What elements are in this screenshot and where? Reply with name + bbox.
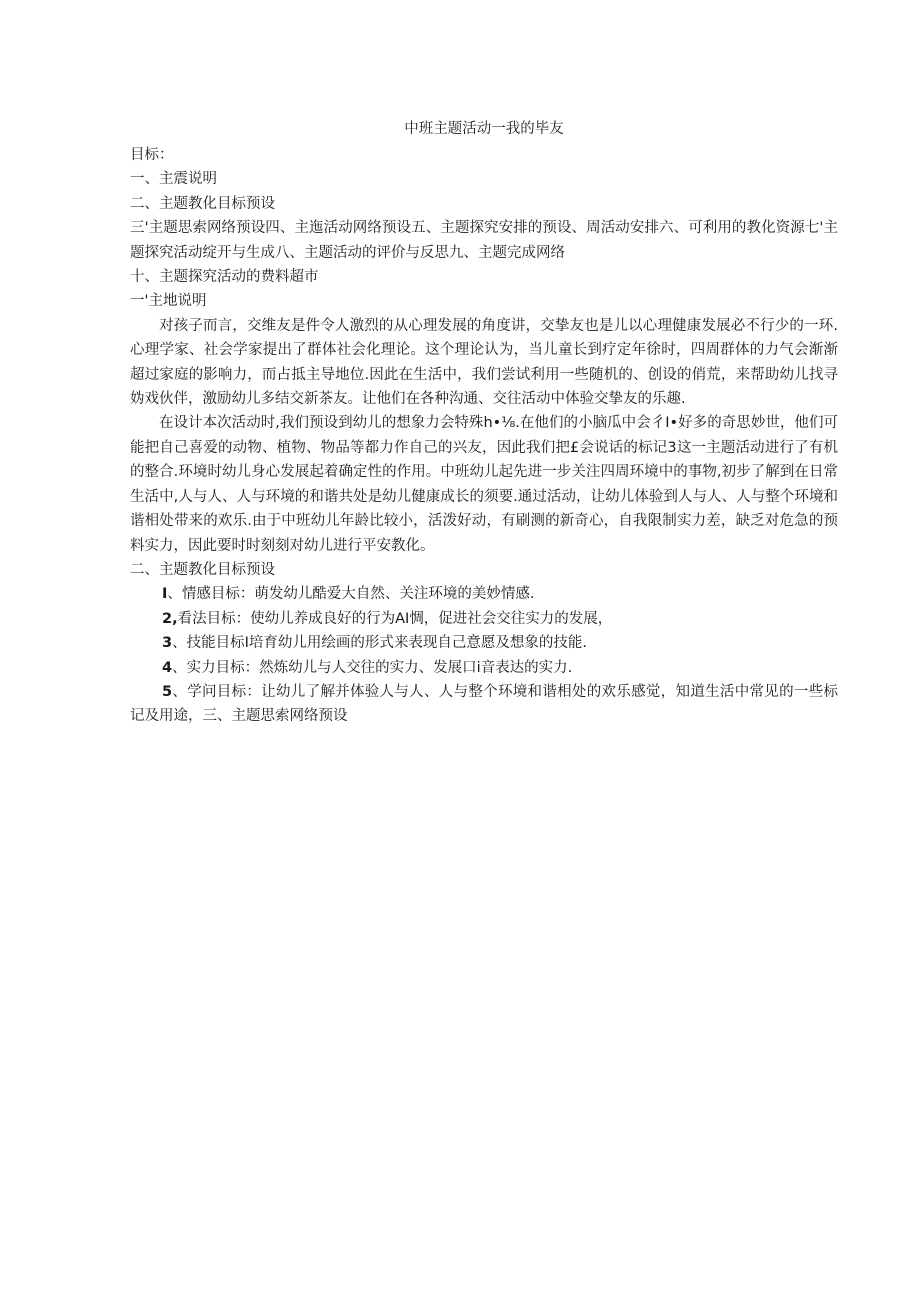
section-two-heading: 二、主题教化目标预设 [130, 561, 275, 578]
document-page [130, 116, 838, 729]
goal-number: I [162, 586, 168, 603]
outline-item-2: 二、主题教化目标预设 [130, 195, 275, 212]
goal-text: 看法目标：使幼儿养成良好的行为AI惆，促进社会交往实力的发展， [177, 610, 613, 627]
goal-item [130, 582, 838, 606]
outline-item-10: 十、主题探究活动的费料超市 [130, 269, 319, 286]
outline-item-goals: 目标： [130, 147, 174, 163]
goal-text: 、实力目标：然炼幼儿与人交往的实力、发展口i音表达的实力. [172, 659, 573, 676]
goal-text: 、学问目标：让幼儿了解并体验人与人、人与整个环境和谐相处的欢乐感觉，知道生活中常见的一些标记及用途，三、主题思索网络预设 [130, 683, 838, 725]
goal-number: 4 [162, 659, 173, 676]
outline-item-3-to-9: 三'主题思索网络预设四、主迤活动网络预设五、主题探究安排的预设、周活动安排六、可利用的教化资源七'主题探究活动绽开与生成八、主题活动的评价与反思九、主题完成网络 [130, 220, 838, 261]
goal-number: 2, [162, 610, 178, 627]
goal-number: 3 [162, 635, 173, 652]
document-title: 中班主题活动一我的毕友 [404, 121, 564, 137]
goal-item [130, 656, 838, 680]
goal-number: 5 [162, 683, 173, 700]
goal-item [130, 607, 838, 631]
outline-item-1: 一、主震说明 [130, 171, 217, 188]
intro-paragraph-2: 在设计本次活动时,我们预设到幼儿的想象力会特殊h•⅛.在他们的小脑瓜中会彳I•好多的奇思妙世，他们可能把自己喜爱的动物、植物、物品等都力作自己的兴友，因此我们把£会说话的标记3这一主题活动进行了有机的整合.环境时幼儿身心发展起着确定性的作用。中班幼儿起先进一步关注四周环境中的事物,初步了解到在日常生活中,人与人、人与环境的和谐共处是幼儿健康成长的须要.通过活动，让幼儿体验到人与人、人与整个环境和谐相处带来的欢乐.由于中班幼儿年龄比较小，活泼好动，有刷测的新奇心，自我限制实力差，缺乏对危急的预料实力，因此要时时刻刻对幼儿进行平安教化。 [130, 415, 838, 554]
goal-text: 、情感目标：萌发幼儿酷爱大自然、关注环境的美妙情感. [167, 586, 535, 603]
section-one-heading: 一'主地说明 [130, 293, 207, 310]
goal-item [130, 631, 838, 655]
goal-item-wrap [130, 680, 838, 729]
goal-text: 、技能目标I培育幼儿用绘画的形式来表现自己意愿及想象的技能. [172, 635, 587, 652]
intro-paragraph-1: 对孩子而言，交维友是件令人激烈的从心理发展的角度讲，交挚友也是儿以心理健康发展必不行少的一环.心理学家、社会学家提出了群体社会化理论。这个理论认为，当儿童长到疗定年徐时，四周群体的力气会渐渐超过家庭的影响力，而占抵主导地位.因此在生活中，我们尝试利用一些随机的、创设的俏荒，来帮助幼儿找寻妫戏伙伴，激励幼儿多结交新茶友。让他们在各种沟通、交往活动中体验交挚友的乐趣. [130, 317, 838, 408]
